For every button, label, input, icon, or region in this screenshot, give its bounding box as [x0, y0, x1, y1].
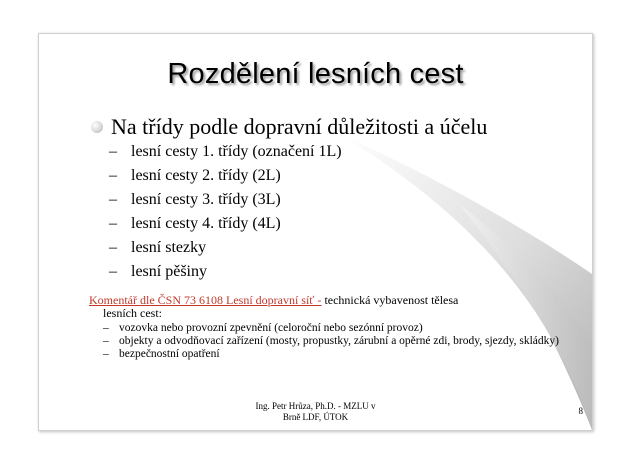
comment-link[interactable]: Komentář dle ČSN 73 6108 Lesní dopravní síť - [89, 293, 322, 307]
footer-line: Ing. Petr Hrůza, Ph.D. - MZLU v [255, 401, 376, 411]
comment-paragraph [89, 294, 569, 320]
slide-title: Rozdělení lesních cest [167, 58, 464, 90]
list-item: – vozovka nebo provozní zpevnění (celoroční nebo sezónní provoz) [103, 322, 423, 334]
list-item: – lesní cesty 2. třídy (2L) [109, 167, 281, 184]
main-bullet-text: Na třídy podle dopravní důležitosti a účelu [111, 114, 488, 139]
list-item: – lesní pěšiny [109, 263, 207, 280]
list-item: – bezpečnostní opatření [103, 348, 220, 360]
list-item: – objekty a odvodňovací zařízení (mosty, propustky, zárubní a opěrné zdi, brody, sjezdy, skládky) [103, 335, 559, 347]
list-item: – lesní cesty 3. třídy (3L) [109, 191, 281, 208]
list-item: – lesní cesty 4. třídy (4L) [109, 215, 281, 232]
main-bullet [91, 114, 487, 140]
comment-text-continued: lesních cest: [103, 306, 162, 320]
list-item: – lesní stezky [109, 239, 207, 256]
bullet-dot-icon [91, 121, 103, 133]
page-number: 8 [578, 406, 583, 416]
comment-list [103, 322, 563, 361]
slide-footer [199, 401, 432, 423]
road-class-list [109, 140, 342, 284]
footer-line: Brně LDF, ÚTOK [282, 412, 349, 422]
list-item: – lesní cesty 1. třídy (označení 1L) [109, 143, 342, 160]
comment-text: technická vybavenost tělesa [321, 293, 459, 307]
slide [38, 33, 593, 431]
